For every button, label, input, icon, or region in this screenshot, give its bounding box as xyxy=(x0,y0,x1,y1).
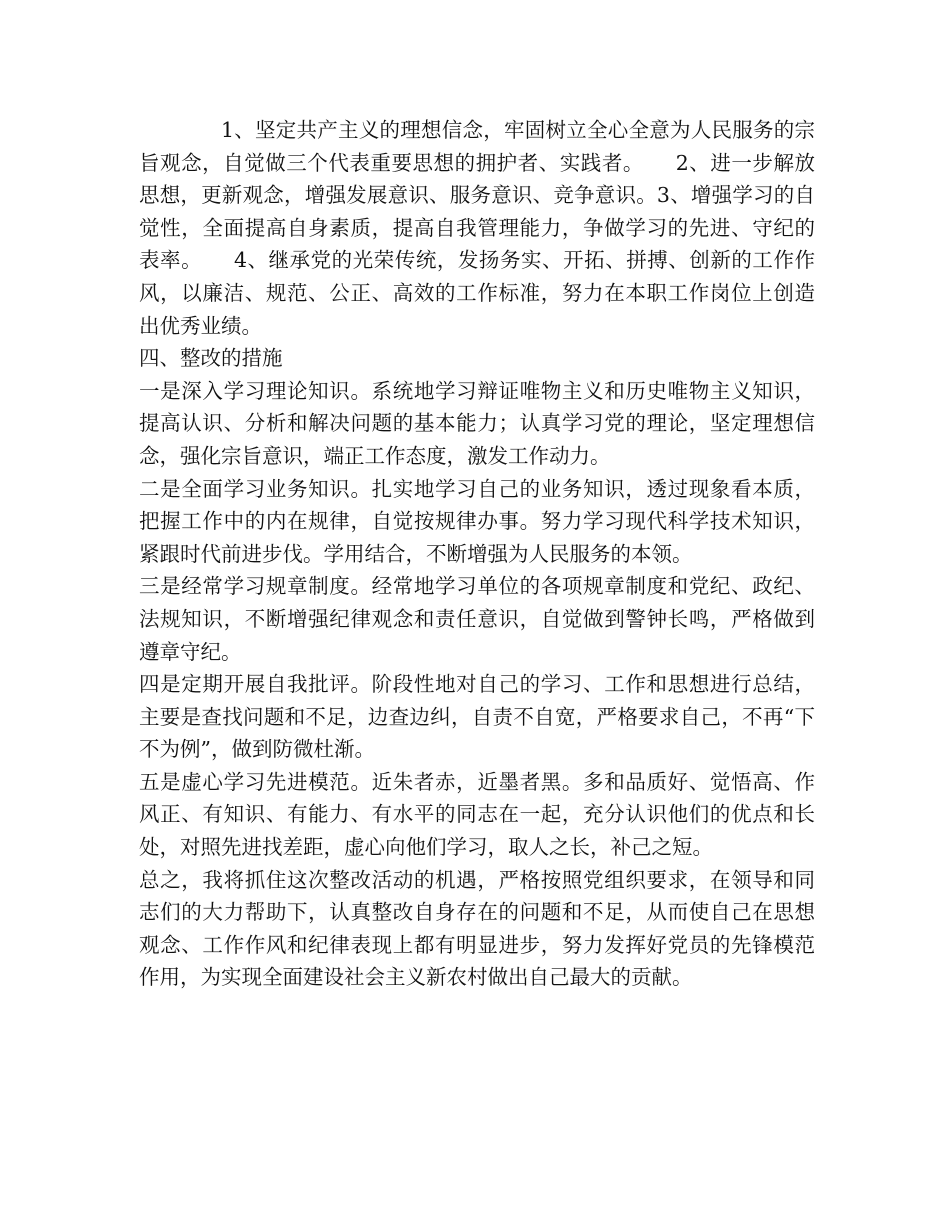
measure-paragraph-5: 五是虚心学习先进模范。近朱者赤，近墨者黑。多和品质好、觉悟高、作风正、有知识、有能力、有水平的同志在一起，充分认识他们的优点和长处，对照先进找差距，虚心向他们学习，取人之长，补己之短。 xyxy=(139,769,815,860)
goals-paragraph: 1、坚定共产主义的理想信念，牢固树立全心全意为人民服务的宗旨观念，自觉做三个代表重要思想的拥护者、实践者。 2、进一步解放思想，更新观念，增强发展意识、服务意识、竞争意识。3、增强学习的自觉性，全面提高自身素质，提高自我管理能力，争做学习的先进、守纪的表率。 4、继承党的光荣传统，发扬务实、开拓、拼搏、创新的工作作风，以廉洁、规范、公正、高效的工作标准，努力在本职工作岗位上创造出优秀业绩。 xyxy=(139,118,815,338)
document-body xyxy=(139,114,815,994)
conclusion-paragraph: 总之，我将抓住这次整改活动的机遇，严格按照党组织要求，在领导和同志们的大力帮助下，认真整改自身存在的问题和不足，从而使自己在思想观念、工作作风和纪律表现上都有明显进步，努力发挥好党员的先锋模范作用，为实现全面建设社会主义新农村做出自己最大的贡献。 xyxy=(139,867,815,990)
section-heading: 四、整改的措施 xyxy=(139,346,283,371)
measure-paragraph-4: 四是定期开展自我批评。阶段性地对自己的学习、工作和思想进行总结，主要是查找问题和不足，边查边纠，自责不自宽，严格要求自己，不再“下不为例”，做到防微杜渐。 xyxy=(139,672,815,762)
measure-paragraph-2: 二是全面学习业务知识。扎实地学习自己的业务知识，透过现象看本质，把握工作中的内在规律，自觉按规律办事。努力学习现代科学技术知识，紧跟时代前进步伐。学用结合，不断增强为人民服务的本领。 xyxy=(139,476,815,566)
measure-paragraph-1: 一是深入学习理论知识。系统地学习辩证唯物主义和历史唯物主义知识，提高认识、分析和解决问题的基本能力；认真学习党的理论，坚定理想信念，强化宗旨意识，端正工作态度，激发工作动力。 xyxy=(139,378,815,468)
measure-paragraph-3: 三是经常学习规章制度。经常地学习单位的各项规章制度和党纪、政纪、法规知识，不断增强纪律观念和责任意识，自觉做到警钟长鸣，严格做到遵章守纪。 xyxy=(139,574,815,664)
